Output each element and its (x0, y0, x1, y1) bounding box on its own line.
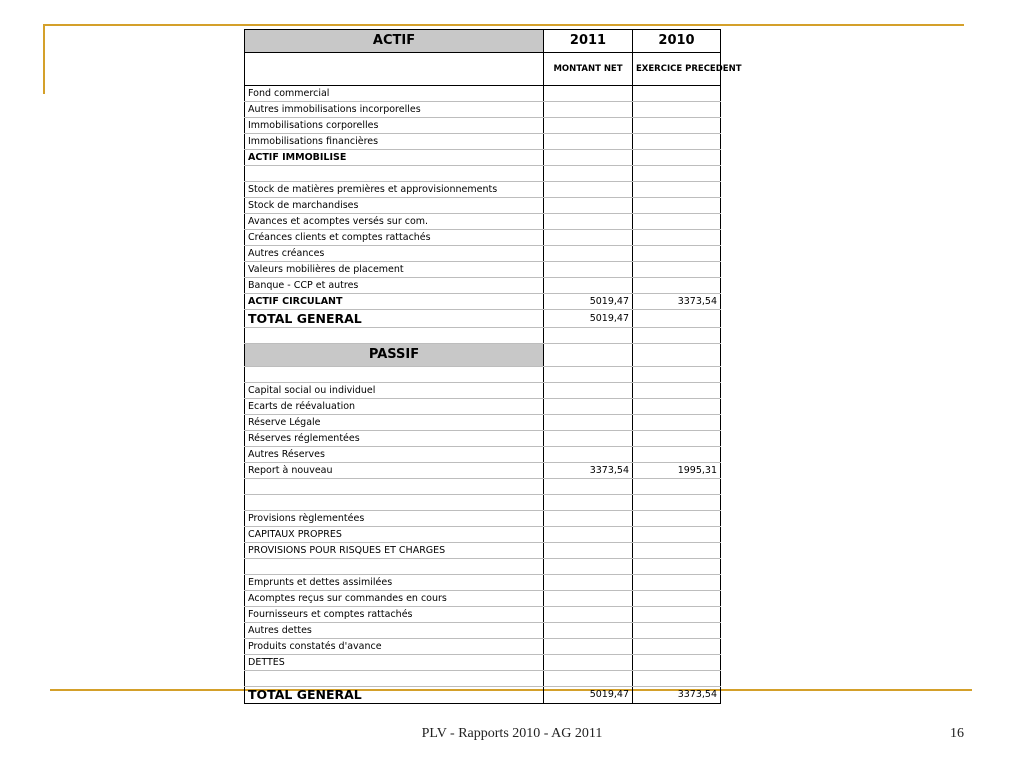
row-label: Autres immobilisations incorporelles (245, 102, 544, 118)
row-value-2010: 3373,54 (633, 294, 721, 310)
row-value-2010 (633, 214, 721, 230)
row-label (245, 671, 544, 687)
row-value-2011: 5019,47 (544, 310, 633, 328)
row-label: TOTAL GENERAL (245, 687, 544, 704)
row-value-2011 (544, 527, 633, 543)
table-row (245, 463, 721, 479)
table-row (245, 399, 721, 415)
table-row (245, 328, 721, 344)
row-value-2011 (544, 198, 633, 214)
row-value-2010 (633, 328, 721, 344)
row-value-2011 (544, 559, 633, 575)
row-value-2011 (544, 671, 633, 687)
row-value-2010 (633, 607, 721, 623)
table-row (245, 607, 721, 623)
row-value-2010 (633, 495, 721, 511)
row-label: CAPITAUX PROPRES (245, 527, 544, 543)
row-label (245, 559, 544, 575)
table-row (245, 527, 721, 543)
table-row (245, 655, 721, 671)
row-label: Provisions règlementées (245, 511, 544, 527)
table-row (245, 102, 721, 118)
actif-header: ACTIF (245, 30, 544, 53)
row-value-2011 (544, 367, 633, 383)
row-label: Avances et acomptes versés sur com. (245, 214, 544, 230)
row-value-2011 (544, 383, 633, 399)
row-value-2011 (544, 607, 633, 623)
table-row (245, 166, 721, 182)
row-value-2010 (633, 415, 721, 431)
row-value-2011 (544, 230, 633, 246)
row-label: Fournisseurs et comptes rattachés (245, 607, 544, 623)
row-value-2010 (633, 230, 721, 246)
row-value-2011 (544, 575, 633, 591)
slide-footer: PLV - Rapports 2010 - AG 2011 (421, 726, 603, 741)
subheader-row (245, 53, 721, 86)
row-value-2010: 3373,54 (633, 687, 721, 704)
table-row (245, 591, 721, 607)
year-2010-header: 2010 (633, 30, 721, 53)
row-value-2011 (544, 118, 633, 134)
row-value-2010 (633, 639, 721, 655)
row-label: Banque - CCP et autres (245, 278, 544, 294)
table-row (245, 367, 721, 383)
row-value-2011 (544, 639, 633, 655)
row-label: Réserves réglementées (245, 431, 544, 447)
row-value-2010 (633, 575, 721, 591)
row-value-2010 (633, 278, 721, 294)
row-value-2010 (633, 166, 721, 182)
row-label: Créances clients et comptes rattachés (245, 230, 544, 246)
row-value-2010 (633, 182, 721, 198)
row-label: DETTES (245, 655, 544, 671)
row-value-2011 (544, 655, 633, 671)
row-value-2010 (633, 543, 721, 559)
table-row (245, 383, 721, 399)
row-value-2010 (633, 86, 721, 102)
row-value-2011 (544, 328, 633, 344)
table-row (245, 639, 721, 655)
table-row (245, 230, 721, 246)
passif-header: PASSIF (245, 344, 544, 367)
page-number: 16 (950, 726, 964, 741)
table-row (245, 671, 721, 687)
row-value-2011 (544, 86, 633, 102)
row-label: Report à nouveau (245, 463, 544, 479)
row-value-2010 (633, 527, 721, 543)
row-label: Fond commercial (245, 86, 544, 102)
table-row (245, 447, 721, 463)
table-row (245, 415, 721, 431)
row-value-2010 (633, 447, 721, 463)
row-value-2010 (633, 479, 721, 495)
row-value-2010 (633, 310, 721, 328)
row-value-2011 (544, 214, 633, 230)
row-value-2010 (633, 150, 721, 166)
row-value-2011 (544, 166, 633, 182)
montant-net-header: MONTANT NET (544, 53, 633, 86)
table-row (245, 134, 721, 150)
row-label: PROVISIONS POUR RISQUES ET CHARGES (245, 543, 544, 559)
row-value-2010 (633, 134, 721, 150)
table-row (245, 511, 721, 527)
row-label: Acomptes reçus sur commandes en cours (245, 591, 544, 607)
row-value-2011 (544, 479, 633, 495)
row-label: ACTIF IMMOBILISE (245, 150, 544, 166)
row-label (245, 328, 544, 344)
row-value-2011 (544, 182, 633, 198)
row-value-2011 (544, 278, 633, 294)
row-value-2011 (544, 150, 633, 166)
table-row (245, 575, 721, 591)
table-row (245, 278, 721, 294)
table-row (245, 543, 721, 559)
row-label: Autres dettes (245, 623, 544, 639)
balance-sheet-table (244, 29, 742, 704)
table-row (245, 182, 721, 198)
exercice-precedent-header: EXERCICE PRECEDENT (633, 53, 721, 86)
row-value-2010 (633, 118, 721, 134)
table-row (245, 687, 721, 704)
row-value-2010 (633, 262, 721, 278)
row-label: Stock de matières premières et approvisionnements (245, 182, 544, 198)
table-row (245, 623, 721, 639)
row-value-2011 (544, 431, 633, 447)
row-value-2011: 5019,47 (544, 687, 633, 704)
row-label: Valeurs mobilières de placement (245, 262, 544, 278)
passif-header-2010 (633, 344, 721, 367)
row-value-2011 (544, 495, 633, 511)
row-label: ACTIF CIRCULANT (245, 294, 544, 310)
passif-header-2011 (544, 344, 633, 367)
row-value-2010 (633, 559, 721, 575)
table-row (245, 262, 721, 278)
row-value-2011 (544, 543, 633, 559)
header-row (245, 30, 721, 53)
row-value-2010 (633, 102, 721, 118)
row-value-2010 (633, 623, 721, 639)
row-value-2011 (544, 591, 633, 607)
row-value-2010 (633, 671, 721, 687)
row-label: Ecarts de réévaluation (245, 399, 544, 415)
row-value-2011: 3373,54 (544, 463, 633, 479)
table-row (245, 310, 721, 328)
table-row (245, 479, 721, 495)
row-value-2010: 1995,31 (633, 463, 721, 479)
table-row (245, 246, 721, 262)
row-label (245, 367, 544, 383)
year-2011-header: 2011 (544, 30, 633, 53)
row-label: TOTAL GENERAL (245, 310, 544, 328)
table-row (245, 86, 721, 102)
table-row (245, 150, 721, 166)
row-label: Immobilisations financières (245, 134, 544, 150)
row-value-2010 (633, 431, 721, 447)
row-label: Immobilisations corporelles (245, 118, 544, 134)
row-value-2010 (633, 511, 721, 527)
row-value-2010 (633, 591, 721, 607)
row-label (245, 479, 544, 495)
row-value-2010 (633, 198, 721, 214)
row-value-2011 (544, 415, 633, 431)
left-accent-rule (43, 24, 45, 94)
row-label (245, 495, 544, 511)
row-label: Capital social ou individuel (245, 383, 544, 399)
row-label (245, 166, 544, 182)
row-label: Stock de marchandises (245, 198, 544, 214)
row-value-2010 (633, 655, 721, 671)
row-value-2011 (544, 623, 633, 639)
row-value-2011 (544, 447, 633, 463)
row-label: Emprunts et dettes assimilées (245, 575, 544, 591)
subheader-label (245, 53, 544, 86)
table-row (245, 431, 721, 447)
table-row (245, 294, 721, 310)
top-accent-rule (43, 24, 964, 26)
balance-sheet (244, 29, 742, 704)
table-row (245, 118, 721, 134)
row-label: Autres créances (245, 246, 544, 262)
row-value-2011 (544, 246, 633, 262)
row-value-2010 (633, 383, 721, 399)
row-value-2011: 5019,47 (544, 294, 633, 310)
row-value-2011 (544, 399, 633, 415)
row-value-2010 (633, 399, 721, 415)
row-value-2010 (633, 246, 721, 262)
table-row (245, 214, 721, 230)
table-row (245, 495, 721, 511)
row-label: Produits constatés d'avance (245, 639, 544, 655)
row-value-2011 (544, 134, 633, 150)
row-value-2010 (633, 367, 721, 383)
row-value-2011 (544, 262, 633, 278)
table-row (245, 559, 721, 575)
row-value-2011 (544, 511, 633, 527)
table-row (245, 198, 721, 214)
passif-header-row (245, 344, 721, 367)
row-value-2011 (544, 102, 633, 118)
row-label: Autres Réserves (245, 447, 544, 463)
row-label: Réserve Légale (245, 415, 544, 431)
